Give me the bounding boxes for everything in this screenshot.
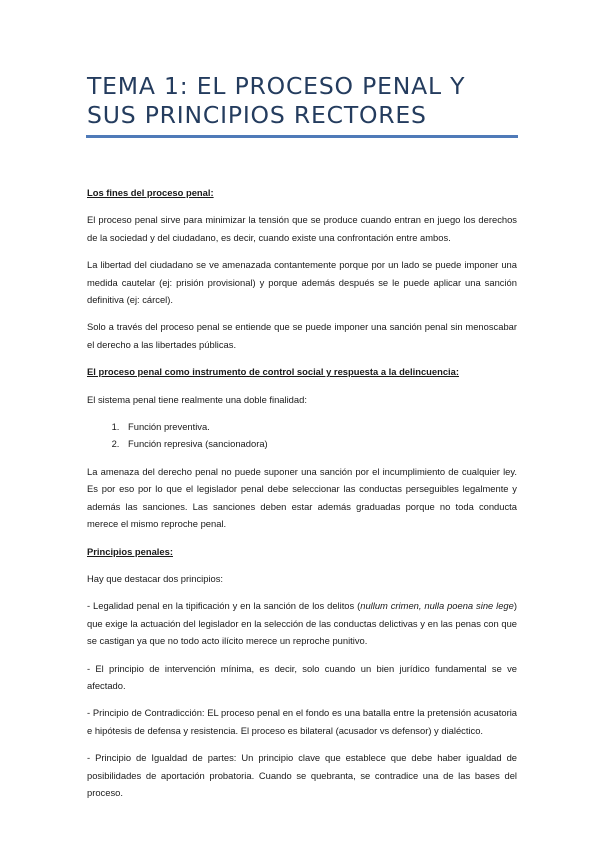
text-span: - Legalidad penal en la tipificación y en la sanción de los delitos (	[87, 600, 361, 612]
document-body	[87, 184, 517, 811]
paragraph: - Principio de Igualdad de partes: Un principio clave que establece que debe haber igualdad de posibilidades de aportación probatoria. Cuando se quebranta, se contradice una de las bases del proceso.	[87, 752, 517, 798]
title-underline-rule	[86, 135, 518, 138]
paragraph: El proceso penal sirve para minimizar la tensión que se produce cuando entran en juego los derechos de la sociedad y del ciudadano, es decir, cuando existe una confrontación entre ambos.	[87, 214, 517, 243]
paragraph-legalidad	[87, 597, 517, 649]
page-title: TEMA 1: EL PROCESO PENAL Y SUS PRINCIPIOS RECTORES	[87, 72, 466, 129]
paragraph: Hay que destacar dos principios:	[87, 572, 224, 584]
paragraph: - Principio de Contradicción: EL proceso penal en el fondo es una batalla entre la pretensión acusatoria e hipótesis de defensa y resistencia. El proceso es bilateral (acusador vs defensor) y dialéctico.	[87, 707, 517, 736]
latin-phrase: nullum crimen, nulla poena sine lege	[360, 600, 514, 612]
section-heading-principios: Principios penales:	[87, 545, 173, 557]
section-heading-control-social: El proceso penal como instrumento de control social y respuesta a la delincuencia:	[87, 366, 459, 378]
paragraph: La libertad del ciudadano se ve amenazada contantemente porque por un lado se puede imponer una medida cautelar (ej: prisión provisional) y porque además después se le puede aplicar una sanción definitiva (ej: cárcel).	[87, 259, 517, 306]
paragraph: La amenaza del derecho penal no puede suponer una sanción por el incumplimiento de cualquier ley. Es por eso por lo que el legislador penal debe seleccionar las conductas perseguibles legalmente y además las sanciones. Las sanciones deben estar además graduadas porque no toda conducta merece el mismo reproche penal.	[87, 465, 517, 530]
paragraph: Solo a través del proceso penal se entiende que se puede imponer una sanción penal sin menoscabar el derecho a las libertades públicas.	[87, 321, 517, 350]
paragraph: El sistema penal tiene realmente una doble finalidad:	[87, 393, 307, 405]
list-item: 2. Función represiva (sancionadora)	[122, 435, 517, 452]
finalidad-list	[87, 418, 517, 453]
list-item: 1. Función preventiva.	[122, 418, 517, 435]
text-span: ) que exige la actuación del legislador en la selección de las conductas delictivas y en las penas con que se castigan ya que no todo acto ilícito merece un reproche punitivo.	[87, 600, 517, 647]
paragraph: - El principio de intervención mínima, es decir, solo cuando un bien jurídico fundamental se ve afectado.	[87, 662, 517, 691]
section-heading-fines: Los fines del proceso penal:	[87, 187, 214, 198]
